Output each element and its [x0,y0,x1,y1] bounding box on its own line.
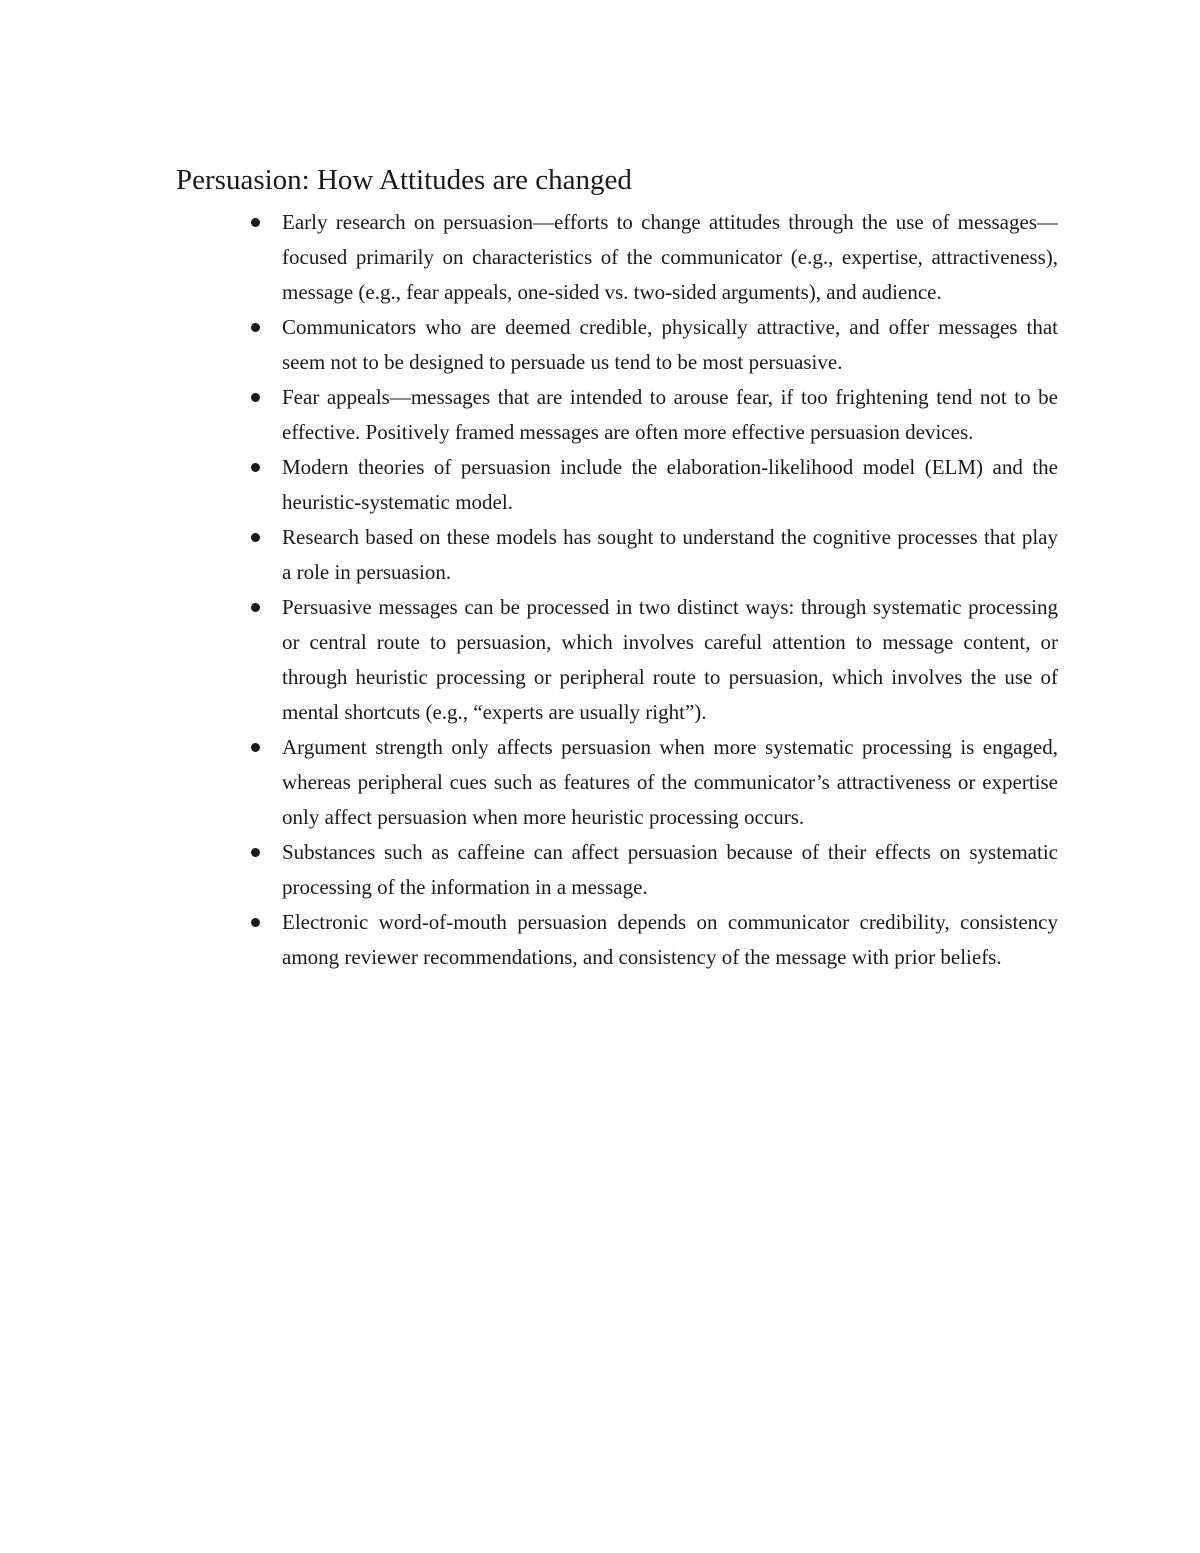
bullet-icon [251,533,260,542]
list-item [282,450,1058,520]
list-item [282,835,1058,905]
list-item [282,590,1058,730]
bullet-icon [251,743,260,752]
list-item [282,905,1058,975]
bullet-icon [251,603,260,612]
list-item-text: Early research on persuasion—efforts to change attitudes through the use of messages—focused primarily on characteristics of the communicator (e.g., expertise, attractiveness), message (e.g., fear appeals, one-sided vs. two-sided arguments), and audience. [282,210,1058,304]
list-item [282,520,1058,590]
list-item [282,310,1058,380]
bullet-icon [251,218,260,227]
list-item-text: Modern theories of persuasion include the elaboration-likelihood model (ELM) and the heuristic-systematic model. [282,455,1058,514]
list-item [282,205,1058,310]
bullet-icon [251,393,260,402]
bullet-icon [251,323,260,332]
list-item [282,380,1058,450]
list-item [282,730,1058,835]
list-item-text: Substances such as caffeine can affect persuasion because of their effects on systematic processing of the information in a message. [282,840,1058,899]
list-item-text: Communicators who are deemed credible, physically attractive, and offer messages that seem not to be designed to persuade us tend to be most persuasive. [282,315,1058,374]
bullet-list [282,205,1058,975]
bullet-icon [251,918,260,927]
list-item-text: Fear appeals—messages that are intended to arouse fear, if too frightening tend not to be effective. Positively framed messages are often more effective persuasion devices. [282,385,1058,444]
page-title: Persuasion: How Attitudes are changed [176,164,632,196]
list-item-text: Electronic word-of-mouth persuasion depends on communicator credibility, consistency among reviewer recommendations, and consistency of the message with prior beliefs. [282,910,1058,969]
bullet-icon [251,848,260,857]
bullet-icon [251,463,260,472]
list-item-text: Persuasive messages can be processed in two distinct ways: through systematic processing or central route to persuasion, which involves careful attention to message content, or through heuristic processing or peripheral route to persuasion, which involves the use of mental shortcuts (e.g., “experts are usually right”). [282,595,1058,724]
list-item-text: Research based on these models has sought to understand the cognitive processes that play a role in persuasion. [282,525,1058,584]
list-item-text: Argument strength only affects persuasion when more systematic processing is engaged, whereas peripheral cues such as features of the communicator’s attractiveness or expertise only affect persuasion when more heuristic processing occurs. [282,735,1058,829]
